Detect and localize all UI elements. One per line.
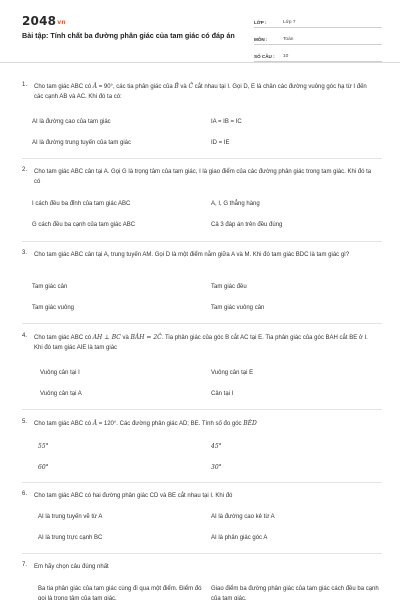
answer-option-b[interactable]: Tam giác đều bbox=[211, 284, 247, 290]
answer-option-b[interactable]: AI là đường cao kẻ từ A bbox=[211, 514, 275, 520]
question-text: Em hãy chọn câu đúng nhất bbox=[34, 564, 109, 570]
question-divider bbox=[22, 553, 382, 554]
answer-option-c[interactable]: AI là đường trung tuyến của tam giác bbox=[32, 140, 132, 146]
question-number: 5. bbox=[22, 419, 28, 425]
answer-option-a[interactable]: Ba tia phân giác của tam giác cùng đi qua một điểm. Điểm đó gọi là trọng tâm của tam giác. bbox=[38, 586, 202, 600]
answer-option-a[interactable]: AI là đường cao của tam giác bbox=[32, 119, 111, 125]
meta-key: MÔN : bbox=[254, 37, 268, 42]
worksheet-title: Bài tập: Tính chất ba đường phân giác của tam giác có đáp án bbox=[22, 31, 235, 40]
answer-option-b[interactable]: IA = IB = IC bbox=[211, 119, 242, 125]
answer-option-d[interactable]: ID = IE bbox=[211, 140, 230, 146]
answer-option-d[interactable]: Tam giác vuông cân bbox=[211, 305, 265, 311]
question-text: Cho tam giác ABC cân tại A, trung tuyến AM. Gọi D là một điểm nằm giữa A và M. Khi đó tam giác BDC là tam giác gì? bbox=[34, 252, 350, 258]
answer-option-d[interactable]: Cả 3 đáp án trên đều đúng bbox=[211, 222, 283, 228]
question-number: 4. bbox=[22, 333, 28, 339]
question-text: Cho tam giác ABC cân tại A. Gọi G là trọng tâm của tam giác, I là giao điểm của các đường phân giác trong tam giác. Khi đó ta có bbox=[34, 169, 372, 185]
logo-suffix: vn bbox=[57, 19, 66, 26]
answer-option-a[interactable]: AI là trung tuyến vẽ từ A bbox=[38, 514, 103, 520]
answer-option-d[interactable]: AI là phân giác góc A bbox=[211, 535, 268, 541]
meta-value: Lớp 7 bbox=[283, 20, 296, 25]
meta-value: 10 bbox=[283, 54, 289, 59]
question-number: 1. bbox=[22, 82, 28, 88]
question-divider bbox=[22, 323, 382, 324]
answer-option-b[interactable]: Giao điểm ba đường phân giác của tam giác cách đều ba cạnh của tam giác. bbox=[211, 586, 379, 600]
answer-option-d[interactable]: Cân tại I bbox=[211, 391, 234, 397]
answer-option-c[interactable]: AI là trung trực cạnh BC bbox=[38, 535, 103, 541]
question-number: 7. bbox=[22, 562, 28, 568]
answer-option-a[interactable]: 55° bbox=[38, 443, 49, 450]
answer-option-a[interactable]: Tam giác cân bbox=[32, 284, 68, 290]
question-divider bbox=[22, 482, 382, 483]
answer-option-c[interactable]: Tam giác vuông bbox=[32, 305, 75, 311]
answer-option-d[interactable]: 30° bbox=[211, 464, 222, 471]
meta-row-subject bbox=[254, 30, 382, 45]
answer-option-a[interactable]: Vuông cân tại I bbox=[40, 370, 80, 376]
question-text: Cho tam giác ABC có AH ⊥ BC và BÂH = 2Ĉ. Tia phân giác của góc B cắt AC tại E. Tia phân giác của góc BAH cắt BE ở I. Khi đó tam giác AIE là tam giác bbox=[34, 334, 368, 351]
logo-text: 2048 bbox=[22, 14, 57, 28]
meta-key: LỚP : bbox=[254, 20, 267, 25]
answer-option-b[interactable]: 45° bbox=[211, 443, 222, 450]
question-number: 6. bbox=[22, 491, 28, 497]
meta-key: SỐ CÂU : bbox=[254, 54, 275, 59]
site-logo[interactable] bbox=[22, 14, 66, 28]
question-text: Cho tam giác ABC có Â = 90°, các tia phân giác của B̂ và Ĉ cắt nhau tại I. Gọi D, E là chân các đường vuông góc hạ từ I đến các cạnh AB và AC. Khi đó ta có: bbox=[34, 83, 367, 100]
question-number: 3. bbox=[22, 250, 28, 256]
question-divider bbox=[22, 241, 382, 242]
meta-value: Toán bbox=[283, 37, 294, 42]
question-text: Cho tam giác ABC có Â = 120°. Các đường phân giác AD; BE. Tính số đo góc BÊD bbox=[34, 420, 257, 427]
worksheet-meta bbox=[254, 13, 382, 64]
question-number: 2. bbox=[22, 167, 28, 173]
worksheet-header bbox=[0, 0, 400, 63]
answer-option-b[interactable]: Vuông cân tại E bbox=[211, 370, 254, 376]
question-divider bbox=[22, 158, 382, 159]
answer-option-c[interactable]: G cách đều ba cạnh của tam giác ABC bbox=[32, 222, 136, 228]
answer-option-b[interactable]: A, I, G thẳng hàng bbox=[211, 201, 260, 207]
question-text: Cho tam giác ABC có hai đường phân giác CD và BE cắt nhau tại I. Khi đó bbox=[34, 493, 233, 499]
answer-option-a[interactable]: I cách đều ba đỉnh của tam giác ABC bbox=[32, 201, 131, 207]
question-divider bbox=[22, 409, 382, 410]
answer-option-c[interactable]: Vuông cân tại A bbox=[40, 391, 82, 397]
meta-row-count bbox=[254, 47, 382, 62]
answer-option-c[interactable]: 60° bbox=[38, 464, 49, 471]
meta-row-class bbox=[254, 13, 382, 28]
